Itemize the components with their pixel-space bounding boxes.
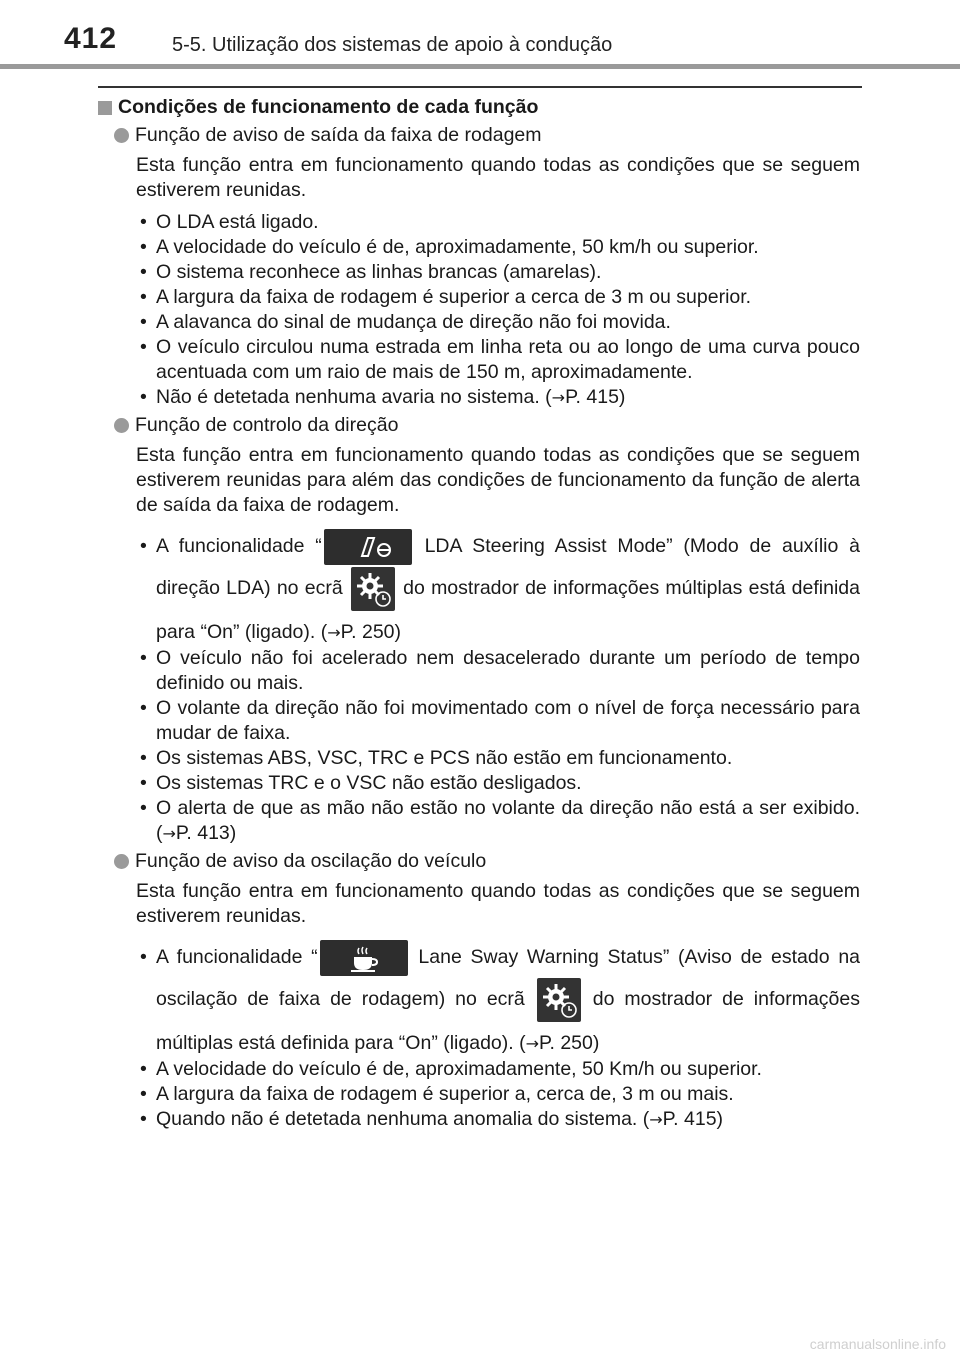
settings-gear-icon bbox=[537, 978, 581, 1022]
list-item: • A largura da faixa de rodagem é superior a, cerca de, 3 m ou mais. bbox=[136, 1082, 860, 1107]
arrow-right-icon: → bbox=[525, 1034, 539, 1053]
list-item-text: do mostrador de informações múltiplas está definida para “On” (ligado). ( bbox=[156, 577, 860, 643]
list-item bbox=[136, 525, 860, 654]
list-item: • O volante da direção não foi movimentado com o nível de força necessário para mudar de faixa. bbox=[136, 696, 860, 746]
list-item: • O veículo circulou numa estrada em linha reta ou ao longo de uma curva pouco acentuada com um raio de mais de 150 m, aproximadamente. bbox=[136, 335, 860, 385]
page-reference-link[interactable]: P. 250) bbox=[340, 621, 401, 643]
square-bullet-icon bbox=[98, 101, 112, 115]
circle-bullet-icon bbox=[114, 128, 129, 143]
page-number: 412 bbox=[64, 22, 118, 55]
page-content bbox=[98, 95, 860, 1132]
list-item: • A alavanca do sinal de mudança de direção não foi movida. bbox=[136, 310, 860, 335]
paragraph: Esta função entra em funcionamento quando todas as condições que se seguem estiverem reunidas. bbox=[136, 880, 860, 927]
bullet-list bbox=[136, 525, 860, 846]
page-reference-link[interactable]: P. 413) bbox=[175, 822, 237, 844]
list-item-text: LDA Steering Assist Mode” (Modo de auxílio à direção LDA) no ecrã bbox=[156, 535, 860, 600]
list-item-text: do mostrador de informações múltiplas está definida para “On” (ligado). ( bbox=[156, 988, 861, 1054]
list-item bbox=[136, 385, 860, 410]
arrow-right-icon: → bbox=[649, 1110, 663, 1129]
list-item: • O veículo não foi acelerado nem desacelerado durante um período de tempo definido ou mais. bbox=[136, 646, 860, 696]
list-item: • O sistema reconhece as linhas brancas (amarelas). bbox=[136, 260, 860, 285]
arrow-right-icon: → bbox=[327, 623, 341, 642]
circle-bullet-icon bbox=[114, 418, 129, 433]
list-item: • A velocidade do veículo é de, aproximadamente, 50 km/h ou superior. bbox=[136, 235, 860, 260]
footer-watermark: carmanualsonline.info bbox=[809, 1336, 946, 1352]
subheading-steering-control bbox=[114, 413, 860, 438]
settings-gear-icon bbox=[351, 567, 395, 611]
subheading-text: Função de aviso de saída da faixa de rodagem bbox=[135, 124, 542, 146]
subheading-text: Função de controlo da direção bbox=[135, 414, 399, 436]
page-header bbox=[0, 0, 960, 70]
bullet-list bbox=[136, 210, 860, 410]
paragraph: Esta função entra em funcionamento quando todas as condições que se seguem estiverem reunidas. bbox=[136, 154, 860, 201]
list-item-text: A funcionalidade “ bbox=[156, 535, 322, 557]
page-reference-link[interactable]: P. 415) bbox=[565, 386, 626, 408]
list-item-text: Lane Sway Warning Status” (Aviso de estado na oscilação de faixa de rodagem) no ecrã bbox=[156, 946, 861, 1011]
section-heading bbox=[98, 95, 860, 120]
subheading-sway-warning bbox=[114, 849, 860, 874]
list-item-text: Quando não é detetada nenhuma anomalia do sistema. ( bbox=[156, 1108, 650, 1130]
list-item: • A velocidade do veículo é de, aproximadamente, 50 Km/h ou superior. bbox=[136, 1057, 860, 1082]
list-item: • A largura da faixa de rodagem é superior a cerca de 3 m ou superior. bbox=[136, 285, 860, 310]
header-rule bbox=[0, 64, 960, 69]
subheading-lda-warning bbox=[114, 123, 860, 148]
paragraph: Esta função entra em funcionamento quando todas as condições que se seguem estiverem reunidas para além das condições de funcionamento da função de alerta de saída da faixa de rodagem. bbox=[136, 444, 860, 516]
steering-assist-icon bbox=[324, 529, 412, 565]
list-item-text: A funcionalidade “ bbox=[156, 946, 318, 968]
bullet-list bbox=[136, 936, 860, 1132]
page-reference-link[interactable]: P. 250) bbox=[539, 1032, 600, 1054]
arrow-right-icon: → bbox=[551, 388, 566, 407]
list-item: • O LDA está ligado. bbox=[136, 210, 860, 235]
section-heading-text: Condições de funcionamento de cada função bbox=[118, 96, 539, 118]
list-item-text: O alerta de que as mão não estão no volante da direção não está a ser exibido. ( bbox=[156, 797, 860, 844]
page-reference-link[interactable]: P. 415) bbox=[662, 1108, 724, 1130]
section-rule bbox=[98, 86, 862, 88]
subheading-text: Função de aviso da oscilação do veículo bbox=[135, 850, 487, 872]
list-item: • Os sistemas ABS, VSC, TRC e PCS não estão em funcionamento. bbox=[136, 746, 860, 771]
list-item-text: Não é detetada nenhuma avaria no sistema. ( bbox=[156, 386, 552, 408]
chapter-title: 5-5. Utilização dos sistemas de apoio à condução bbox=[172, 34, 613, 56]
list-item bbox=[136, 1107, 860, 1132]
list-item bbox=[136, 796, 860, 846]
list-item bbox=[136, 936, 860, 1065]
coffee-cup-icon bbox=[320, 940, 408, 976]
list-item: • Os sistemas TRC e o VSC não estão desligados. bbox=[136, 771, 860, 796]
circle-bullet-icon bbox=[114, 854, 129, 869]
arrow-right-icon: → bbox=[162, 824, 176, 843]
